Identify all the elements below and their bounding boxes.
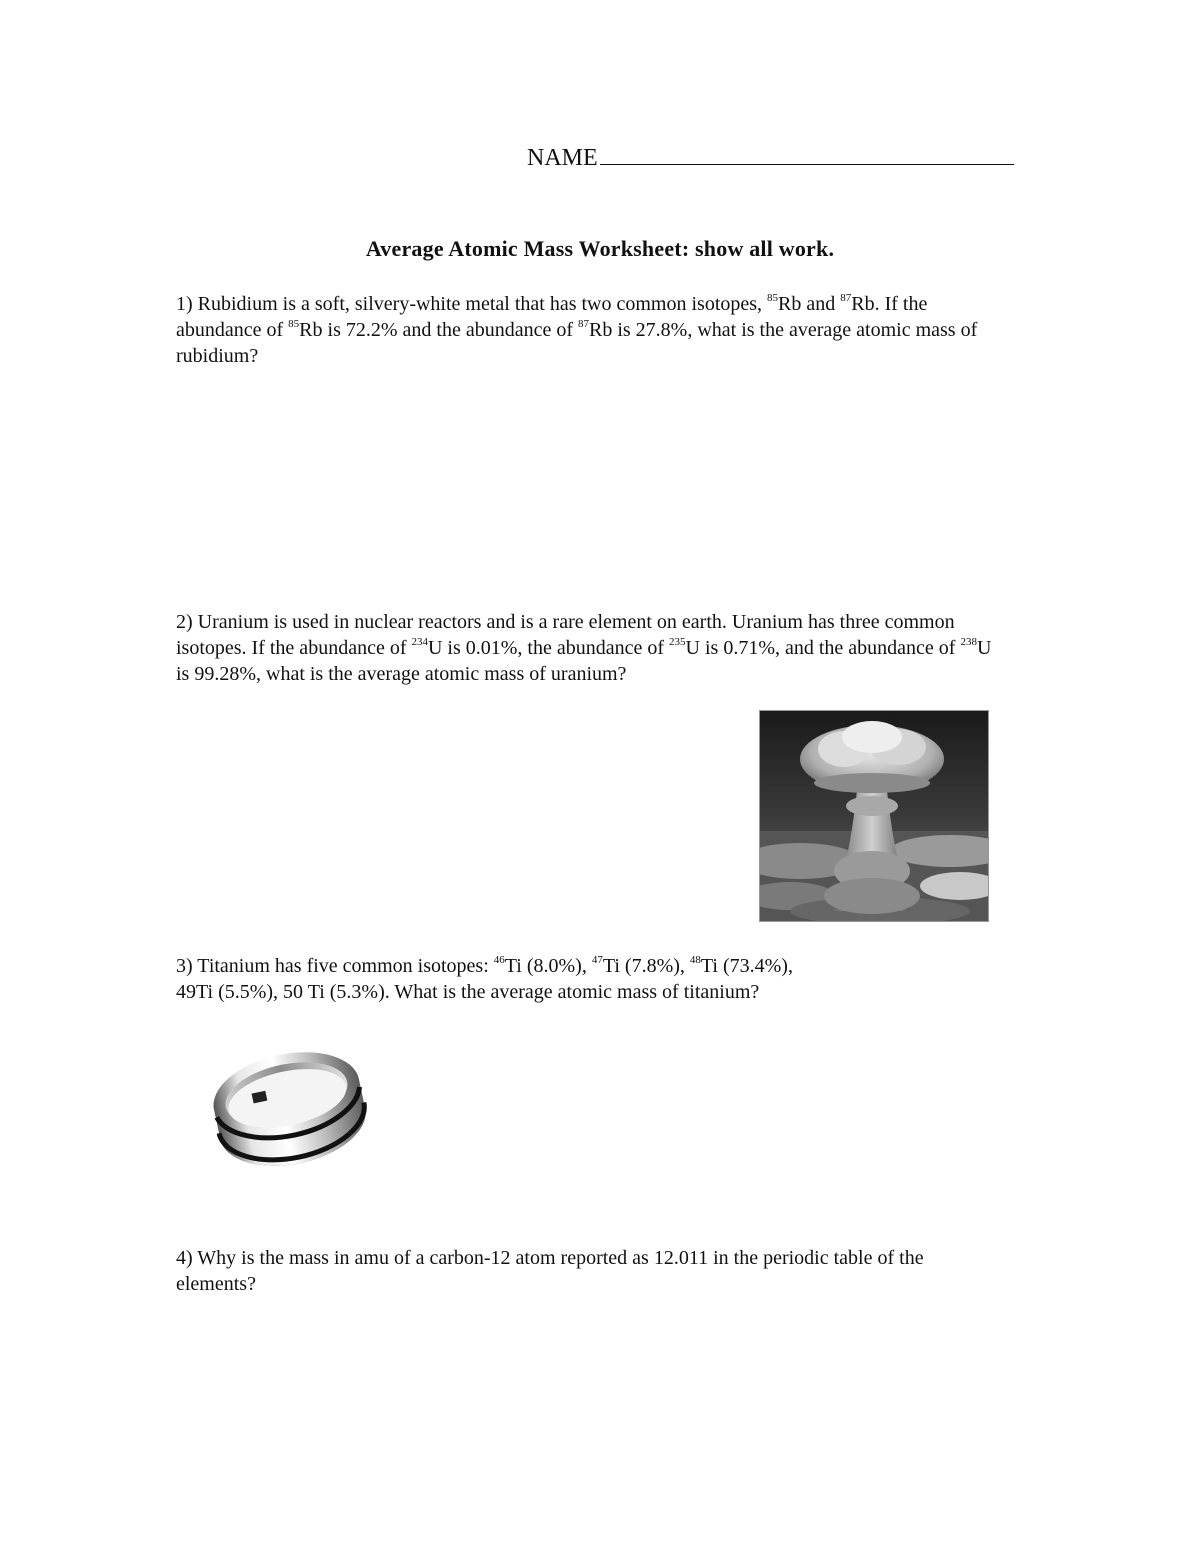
name-label: NAME	[527, 145, 598, 171]
name-field	[527, 142, 1014, 172]
question-4: 4) Why is the mass in amu of a carbon-12 atom reported as 12.011 in the periodic table of the elements?	[176, 1247, 924, 1295]
worksheet-title: Average Atomic Mass Worksheet: show all work.	[365, 236, 835, 261]
question-1: 1) Rubidium is a soft, silvery-white metal that has two common isotopes, $^{85}$Rb and $^{87}$Rb. If the abundance of $^{85}$Rb is 72.2% and the abundance of $^{87}$Rb is 27.8%, what is the average atomic mass of rubidium?	[176, 292, 978, 367]
question-3: 3) Titanium has five common isotopes: $^{46}$Ti (8.0%), $^{47}$Ti (7.8%), $^{48}$Ti (73.4%), 49Ti (5.5%), 50 Ti (5.3%). What is the average atomic mass of titanium?	[176, 954, 793, 1003]
name-blank-line	[600, 142, 1014, 165]
titanium-ring-photo-icon	[200, 1036, 380, 1186]
mushroom-cloud-photo-icon	[759, 710, 989, 922]
question-2: 2) Uranium is used in nuclear reactors and is a rare element on earth. Uranium has three common isotopes. If the abundance of $^{234}$U is 0.01%, the abundance of $^{235}$U is 0.71%, and the abundance of $^{238}$U is 99.28%, what is the average atomic mass of uranium?	[176, 611, 992, 685]
